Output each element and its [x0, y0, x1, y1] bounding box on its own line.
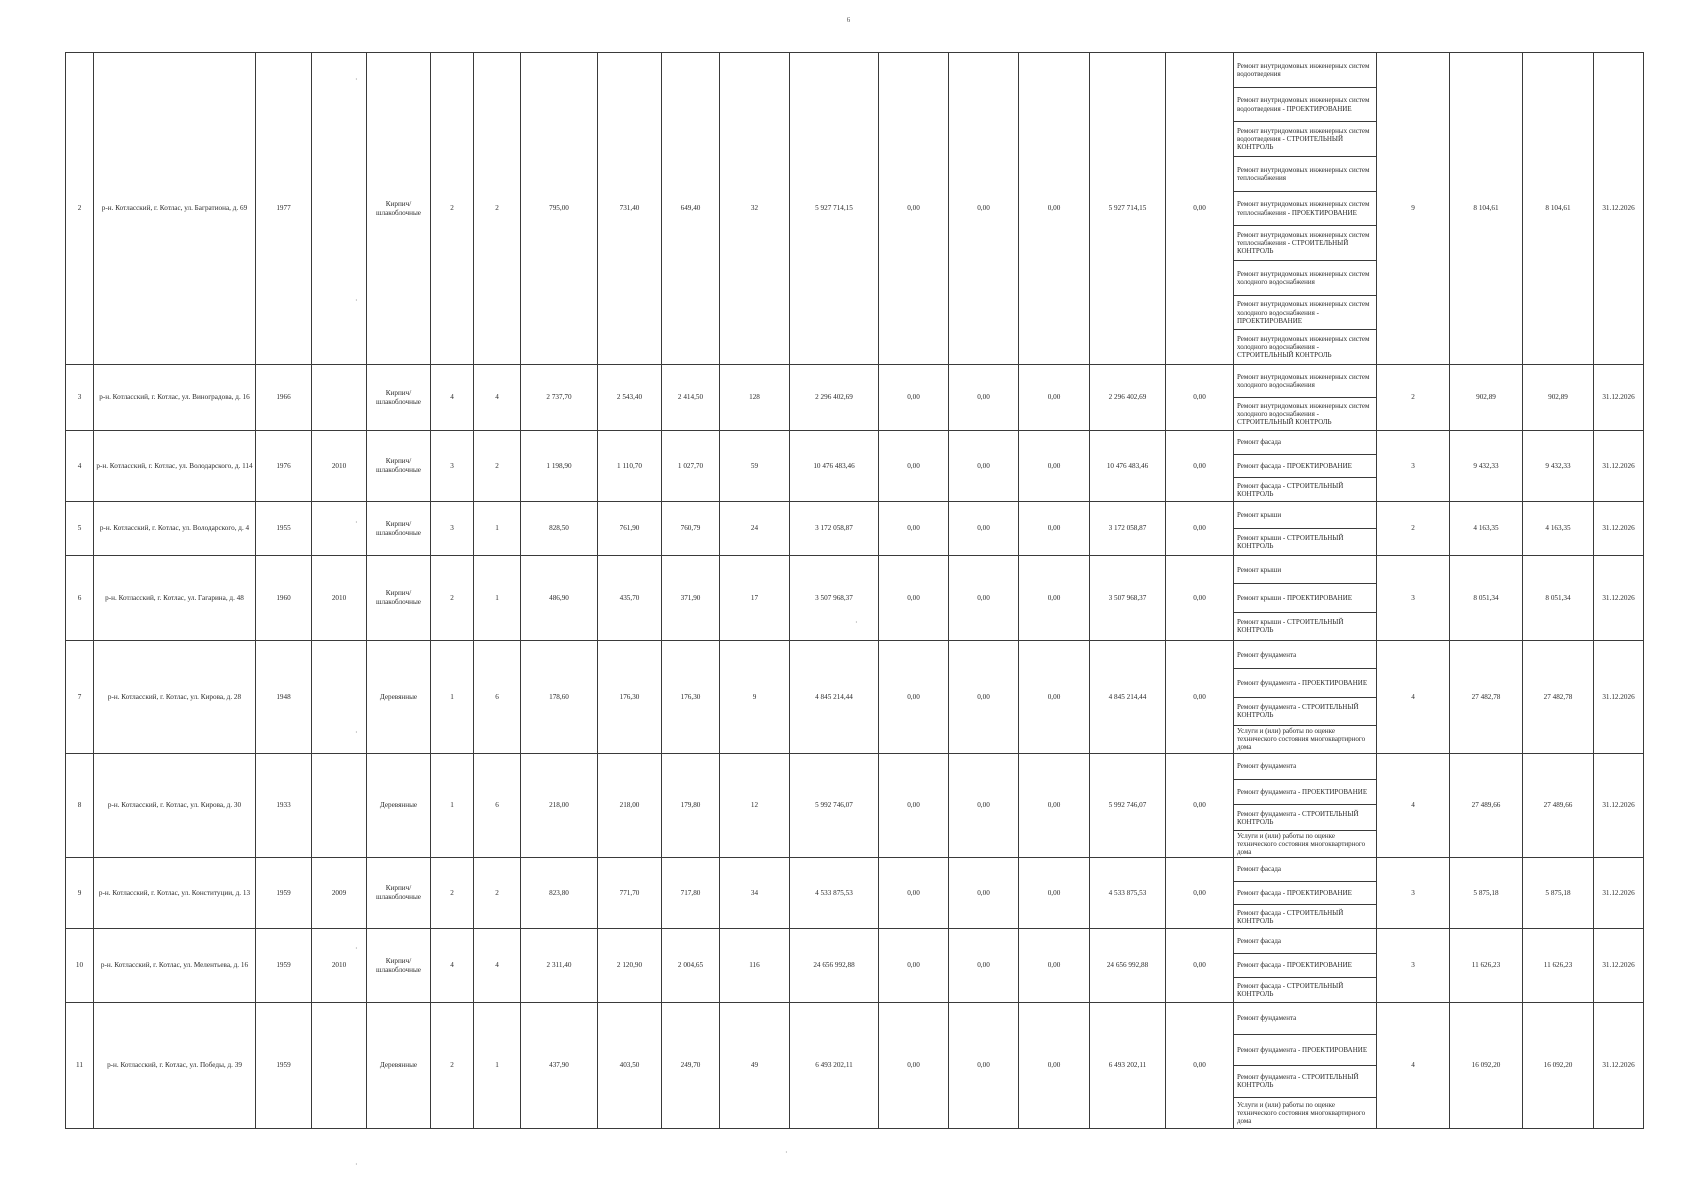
total-cost-cell: 4 533 875,53	[790, 858, 879, 929]
scan-mark: ·	[855, 618, 858, 627]
total-cost-cell: 4 845 214,44	[790, 641, 879, 754]
works-count-cell: 2	[1377, 365, 1450, 431]
residents-cell: 17	[720, 556, 790, 641]
scan-mark: ·	[355, 1160, 358, 1169]
floors-cell: 2	[431, 1003, 474, 1129]
works-count-cell: 4	[1377, 641, 1450, 754]
total-area-cell: 795,00	[521, 53, 598, 365]
address-cell: р-н. Котласский, г. Котлас, ул. Володарского, д. 4	[94, 502, 256, 556]
premises-area-cell: 403,50	[598, 1003, 662, 1129]
residential-area-cell: 2 414,50	[662, 365, 720, 431]
year-built-cell: 1959	[256, 929, 312, 1003]
work-item: Ремонт внутридомовых инженерных систем теплоснабжения - ПРОЕКТИРОВАНИЕ	[1234, 192, 1376, 227]
wall-material-cell: Кирпич/ шлакоблочные	[367, 556, 431, 641]
year-renovated-cell	[312, 365, 367, 431]
row-number-cell: 4	[66, 431, 94, 502]
premises-area-cell: 435,70	[598, 556, 662, 641]
work-item: Ремонт фасада - ПРОЕКТИРОВАНИЕ	[1234, 882, 1376, 906]
year-built-cell: 1955	[256, 502, 312, 556]
table-row	[66, 929, 1644, 1003]
work-item: Ремонт внутридомовых инженерных систем холодного водоснабжения - СТРОИТЕЛЬНЫЙ КОНТРОЛЬ	[1237, 335, 1370, 360]
wall-material-cell: Кирпич/ шлакоблочные	[367, 53, 431, 365]
total-cost-cell: 5 992 746,07	[790, 754, 879, 858]
unit-cost-cell: 27 489,66	[1450, 754, 1523, 858]
wall-material-cell: Кирпич/ шлакоблочные	[367, 502, 431, 556]
total-area-cell: 1 198,90	[521, 431, 598, 502]
floors-cell: 3	[431, 502, 474, 556]
work-item: Ремонт фундамента - СТРОИТЕЛЬНЫЙ КОНТРОЛЬ	[1234, 698, 1376, 726]
year-built-cell: 1959	[256, 1003, 312, 1129]
federal-fund-cell: 0,00	[879, 641, 949, 754]
premises-area-cell: 771,70	[598, 858, 662, 929]
address-cell: р-н. Котласский, г. Котлас, ул. Кирова, д. 30	[94, 754, 256, 858]
row-number-cell: 8	[66, 754, 94, 858]
work-item: Ремонт фундамента - ПРОЕКТИРОВАНИЕ	[1234, 780, 1376, 806]
other-fund-cell: 0,00	[1166, 929, 1234, 1003]
other-fund-cell: 0,00	[1166, 1003, 1234, 1129]
owners-fund-cell: 2 296 402,69	[1090, 365, 1166, 431]
year-built-cell: 1977	[256, 53, 312, 365]
works-list	[1234, 858, 1376, 928]
year-renovated-cell	[312, 502, 367, 556]
wall-material-cell: Кирпич/ шлакоблочные	[367, 365, 431, 431]
works-list-cell	[1234, 858, 1377, 929]
work-item: Ремонт фундамента - ПРОЕКТИРОВАНИЕ	[1234, 669, 1376, 697]
scan-mark: ·	[355, 75, 358, 84]
residential-area-cell: 2 004,65	[662, 929, 720, 1003]
address-cell: р-н. Котласский, г. Котлас, ул. Кирова, д. 28	[94, 641, 256, 754]
residential-area-cell: 176,30	[662, 641, 720, 754]
federal-fund-cell: 0,00	[879, 858, 949, 929]
total-area-cell: 2 737,70	[521, 365, 598, 431]
owners-fund-cell: 3 507 968,37	[1090, 556, 1166, 641]
works-list	[1234, 556, 1376, 640]
premises-area-cell: 761,90	[598, 502, 662, 556]
residential-area-cell: 371,90	[662, 556, 720, 641]
work-item: Ремонт внутридомовых инженерных систем холодного водоснабжения - ПРОЕКТИРОВАНИЕ	[1234, 296, 1376, 331]
works-list	[1234, 431, 1376, 501]
work-item: Ремонт фасада - СТРОИТЕЛЬНЫЙ КОНТРОЛЬ	[1237, 908, 1344, 925]
residents-cell: 32	[720, 53, 790, 365]
works-list	[1234, 53, 1376, 364]
unit-cost-cell: 11 626,23	[1450, 929, 1523, 1003]
regional-fund-cell: 0,00	[949, 556, 1019, 641]
work-item: Ремонт внутридомовых инженерных систем водоотведения	[1234, 53, 1376, 88]
work-item: Ремонт фундамента - СТРОИТЕЛЬНЫЙ КОНТРОЛЬ	[1234, 1066, 1376, 1098]
other-fund-cell: 0,00	[1166, 365, 1234, 431]
federal-fund-cell: 0,00	[879, 929, 949, 1003]
other-fund-cell: 0,00	[1166, 502, 1234, 556]
max-unit-cost-cell: 9 432,33	[1523, 431, 1594, 502]
row-number-cell: 3	[66, 365, 94, 431]
work-item: Ремонт фундамента - СТРОИТЕЛЬНЫЙ КОНТРОЛЬ	[1234, 805, 1376, 831]
premises-area-cell: 1 110,70	[598, 431, 662, 502]
unit-cost-cell: 5 875,18	[1450, 858, 1523, 929]
residents-cell: 12	[720, 754, 790, 858]
works-count-cell: 3	[1377, 556, 1450, 641]
works-list	[1234, 1003, 1376, 1128]
deadline-cell: 31.12.2026	[1594, 1003, 1644, 1129]
max-unit-cost-cell: 902,89	[1523, 365, 1594, 431]
deadline-cell: 31.12.2026	[1594, 556, 1644, 641]
local-fund-cell: 0,00	[1019, 1003, 1090, 1129]
total-area-cell: 486,90	[521, 556, 598, 641]
year-built-cell: 1960	[256, 556, 312, 641]
wall-material-cell: Деревянные	[367, 754, 431, 858]
entrances-cell: 4	[474, 365, 521, 431]
total-area-cell: 2 311,40	[521, 929, 598, 1003]
row-number-cell: 7	[66, 641, 94, 754]
owners-fund-cell: 5 992 746,07	[1090, 754, 1166, 858]
premises-area-cell: 731,40	[598, 53, 662, 365]
work-item: Ремонт фундамента - ПРОЕКТИРОВАНИЕ	[1234, 1035, 1376, 1067]
premises-area-cell: 2 120,90	[598, 929, 662, 1003]
residents-cell: 128	[720, 365, 790, 431]
row-number-cell: 5	[66, 502, 94, 556]
regional-fund-cell: 0,00	[949, 431, 1019, 502]
year-renovated-cell	[312, 1003, 367, 1129]
scan-mark: ·	[355, 296, 358, 305]
row-number-cell: 6	[66, 556, 94, 641]
local-fund-cell: 0,00	[1019, 641, 1090, 754]
entrances-cell: 2	[474, 858, 521, 929]
work-item: Услуги и (или) работы по оценке технического состояния многоквартирного дома	[1237, 831, 1366, 856]
works-list-cell	[1234, 431, 1377, 502]
table-body	[66, 53, 1644, 1129]
works-count-cell: 4	[1377, 754, 1450, 858]
residential-area-cell: 760,79	[662, 502, 720, 556]
unit-cost-cell: 8 104,61	[1450, 53, 1523, 365]
entrances-cell: 4	[474, 929, 521, 1003]
work-item: Ремонт внутридомовых инженерных систем холодного водоснабжения	[1234, 261, 1376, 296]
deadline-cell: 31.12.2026	[1594, 929, 1644, 1003]
works-list-cell	[1234, 556, 1377, 641]
max-unit-cost-cell: 5 875,18	[1523, 858, 1594, 929]
year-built-cell: 1948	[256, 641, 312, 754]
local-fund-cell: 0,00	[1019, 858, 1090, 929]
year-built-cell: 1933	[256, 754, 312, 858]
federal-fund-cell: 0,00	[879, 365, 949, 431]
entrances-cell: 1	[474, 556, 521, 641]
floors-cell: 2	[431, 858, 474, 929]
regional-fund-cell: 0,00	[949, 1003, 1019, 1129]
works-count-cell: 3	[1377, 431, 1450, 502]
works-list-cell	[1234, 1003, 1377, 1129]
year-renovated-cell: 2010	[312, 929, 367, 1003]
work-item: Ремонт внутридомовых инженерных систем теплоснабжения	[1234, 157, 1376, 192]
residents-cell: 116	[720, 929, 790, 1003]
deadline-cell: 31.12.2026	[1594, 754, 1644, 858]
owners-fund-cell: 6 493 202,11	[1090, 1003, 1166, 1129]
works-count-cell: 3	[1377, 858, 1450, 929]
address-cell: р-н. Котласский, г. Котлас, ул. Виноградова, д. 16	[94, 365, 256, 431]
work-item: Ремонт фундамента	[1234, 1003, 1376, 1035]
table-row	[66, 556, 1644, 641]
residents-cell: 49	[720, 1003, 790, 1129]
repair-register-table	[65, 52, 1644, 1129]
page-number: 6	[846, 16, 851, 24]
max-unit-cost-cell: 11 626,23	[1523, 929, 1594, 1003]
other-fund-cell: 0,00	[1166, 754, 1234, 858]
scan-mark: ·	[355, 518, 358, 527]
total-area-cell: 218,00	[521, 754, 598, 858]
wall-material-cell: Кирпич/ шлакоблочные	[367, 929, 431, 1003]
year-renovated-cell: 2010	[312, 431, 367, 502]
row-number-cell: 11	[66, 1003, 94, 1129]
address-cell: р-н. Котласский, г. Котлас, ул. Багратиона, д. 69	[94, 53, 256, 365]
work-item: Ремонт крыши - СТРОИТЕЛЬНЫЙ КОНТРОЛЬ	[1237, 618, 1344, 635]
premises-area-cell: 176,30	[598, 641, 662, 754]
works-list	[1234, 754, 1376, 857]
deadline-cell: 31.12.2026	[1594, 502, 1644, 556]
address-cell: р-н. Котласский, г. Котлас, ул. Победы, д. 39	[94, 1003, 256, 1129]
table-row	[66, 431, 1644, 502]
other-fund-cell: 0,00	[1166, 556, 1234, 641]
year-renovated-cell	[312, 641, 367, 754]
year-renovated-cell	[312, 754, 367, 858]
entrances-cell: 2	[474, 431, 521, 502]
work-item: Ремонт фасада - СТРОИТЕЛЬНЫЙ КОНТРОЛЬ	[1237, 982, 1344, 999]
regional-fund-cell: 0,00	[949, 502, 1019, 556]
works-list	[1234, 365, 1376, 430]
work-item: Ремонт внутридомовых инженерных систем холодного водоснабжения - СТРОИТЕЛЬНЫЙ КОНТРОЛЬ	[1237, 401, 1370, 427]
entrances-cell: 1	[474, 1003, 521, 1129]
regional-fund-cell: 0,00	[949, 929, 1019, 1003]
wall-material-cell: Кирпич/ шлакоблочные	[367, 431, 431, 502]
deadline-cell: 31.12.2026	[1594, 641, 1644, 754]
wall-material-cell: Деревянные	[367, 1003, 431, 1129]
max-unit-cost-cell: 16 092,20	[1523, 1003, 1594, 1129]
entrances-cell: 6	[474, 754, 521, 858]
year-built-cell: 1966	[256, 365, 312, 431]
deadline-cell: 31.12.2026	[1594, 431, 1644, 502]
address-cell: р-н. Котласский, г. Котлас, ул. Гагарина, д. 48	[94, 556, 256, 641]
floors-cell: 2	[431, 556, 474, 641]
table-row	[66, 365, 1644, 431]
works-list-cell	[1234, 365, 1377, 431]
year-built-cell: 1959	[256, 858, 312, 929]
year-built-cell: 1976	[256, 431, 312, 502]
work-item: Ремонт внутридомовых инженерных систем водоотведения - СТРОИТЕЛЬНЫЙ КОНТРОЛЬ	[1234, 122, 1376, 157]
year-renovated-cell: 2010	[312, 556, 367, 641]
owners-fund-cell: 4 845 214,44	[1090, 641, 1166, 754]
works-count-cell: 3	[1377, 929, 1450, 1003]
table-row	[66, 754, 1644, 858]
deadline-cell: 31.12.2026	[1594, 53, 1644, 365]
work-item: Ремонт фасада	[1234, 431, 1376, 455]
row-number-cell: 9	[66, 858, 94, 929]
owners-fund-cell: 24 656 992,88	[1090, 929, 1166, 1003]
works-list	[1234, 641, 1376, 753]
year-renovated-cell: 2009	[312, 858, 367, 929]
premises-area-cell: 218,00	[598, 754, 662, 858]
residential-area-cell: 717,80	[662, 858, 720, 929]
local-fund-cell: 0,00	[1019, 53, 1090, 365]
residential-area-cell: 649,40	[662, 53, 720, 365]
owners-fund-cell: 3 172 058,87	[1090, 502, 1166, 556]
residential-area-cell: 1 027,70	[662, 431, 720, 502]
total-cost-cell: 5 927 714,15	[790, 53, 879, 365]
works-list	[1234, 929, 1376, 1002]
residential-area-cell: 249,70	[662, 1003, 720, 1129]
work-item: Ремонт фундамента	[1234, 754, 1376, 780]
entrances-cell: 1	[474, 502, 521, 556]
max-unit-cost-cell: 27 482,78	[1523, 641, 1594, 754]
regional-fund-cell: 0,00	[949, 754, 1019, 858]
work-item: Ремонт фасада - СТРОИТЕЛЬНЫЙ КОНТРОЛЬ	[1237, 481, 1344, 498]
owners-fund-cell: 4 533 875,53	[1090, 858, 1166, 929]
work-item: Ремонт крыши - СТРОИТЕЛЬНЫЙ КОНТРОЛЬ	[1237, 533, 1344, 550]
local-fund-cell: 0,00	[1019, 556, 1090, 641]
local-fund-cell: 0,00	[1019, 754, 1090, 858]
floors-cell: 1	[431, 641, 474, 754]
work-item: Ремонт крыши - ПРОЕКТИРОВАНИЕ	[1234, 584, 1376, 612]
federal-fund-cell: 0,00	[879, 502, 949, 556]
unit-cost-cell: 4 163,35	[1450, 502, 1523, 556]
table-row	[66, 858, 1644, 929]
work-item: Ремонт внутридомовых инженерных систем водоотведения - ПРОЕКТИРОВАНИЕ	[1234, 88, 1376, 123]
work-item: Ремонт фасада	[1234, 929, 1376, 954]
floors-cell: 3	[431, 431, 474, 502]
work-item: Ремонт крыши	[1234, 556, 1376, 584]
local-fund-cell: 0,00	[1019, 502, 1090, 556]
work-item: Ремонт внутридомовых инженерных систем теплоснабжения - СТРОИТЕЛЬНЫЙ КОНТРОЛЬ	[1234, 226, 1376, 261]
entrances-cell: 6	[474, 641, 521, 754]
max-unit-cost-cell: 8 051,34	[1523, 556, 1594, 641]
works-list-cell	[1234, 53, 1377, 365]
local-fund-cell: 0,00	[1019, 929, 1090, 1003]
max-unit-cost-cell: 8 104,61	[1523, 53, 1594, 365]
works-list	[1234, 502, 1376, 555]
total-area-cell: 823,80	[521, 858, 598, 929]
floors-cell: 4	[431, 929, 474, 1003]
owners-fund-cell: 10 476 483,46	[1090, 431, 1166, 502]
total-cost-cell: 24 656 992,88	[790, 929, 879, 1003]
floors-cell: 2	[431, 53, 474, 365]
work-item: Ремонт фасада - ПРОЕКТИРОВАНИЕ	[1234, 455, 1376, 479]
work-item: Ремонт внутридомовых инженерных систем холодного водоснабжения	[1234, 365, 1376, 398]
unit-cost-cell: 27 482,78	[1450, 641, 1523, 754]
total-cost-cell: 3 172 058,87	[790, 502, 879, 556]
regional-fund-cell: 0,00	[949, 641, 1019, 754]
max-unit-cost-cell: 27 489,66	[1523, 754, 1594, 858]
floors-cell: 4	[431, 365, 474, 431]
regional-fund-cell: 0,00	[949, 858, 1019, 929]
works-count-cell: 9	[1377, 53, 1450, 365]
work-item: Ремонт фасада - ПРОЕКТИРОВАНИЕ	[1234, 954, 1376, 979]
work-item: Услуги и (или) работы по оценке технического состояния многоквартирного дома	[1237, 1100, 1366, 1125]
address-cell: р-н. Котласский, г. Котлас, ул. Мелентьева, д. 16	[94, 929, 256, 1003]
unit-cost-cell: 9 432,33	[1450, 431, 1523, 502]
residents-cell: 59	[720, 431, 790, 502]
works-list-cell	[1234, 502, 1377, 556]
regional-fund-cell: 0,00	[949, 53, 1019, 365]
work-item: Услуги и (или) работы по оценке технического состояния многоквартирного дома	[1237, 727, 1366, 752]
scan-mark: ·	[355, 728, 358, 737]
federal-fund-cell: 0,00	[879, 53, 949, 365]
total-area-cell: 178,60	[521, 641, 598, 754]
unit-cost-cell: 902,89	[1450, 365, 1523, 431]
deadline-cell: 31.12.2026	[1594, 858, 1644, 929]
work-item: Ремонт крыши	[1234, 502, 1376, 529]
federal-fund-cell: 0,00	[879, 556, 949, 641]
federal-fund-cell: 0,00	[879, 754, 949, 858]
other-fund-cell: 0,00	[1166, 53, 1234, 365]
deadline-cell: 31.12.2026	[1594, 365, 1644, 431]
year-renovated-cell	[312, 53, 367, 365]
total-cost-cell: 6 493 202,11	[790, 1003, 879, 1129]
works-list-cell	[1234, 929, 1377, 1003]
work-item: Ремонт фундамента	[1234, 641, 1376, 669]
entrances-cell: 2	[474, 53, 521, 365]
local-fund-cell: 0,00	[1019, 365, 1090, 431]
residents-cell: 9	[720, 641, 790, 754]
residential-area-cell: 179,80	[662, 754, 720, 858]
owners-fund-cell: 5 927 714,15	[1090, 53, 1166, 365]
wall-material-cell: Деревянные	[367, 641, 431, 754]
row-number-cell: 2	[66, 53, 94, 365]
scan-mark: ·	[785, 1148, 788, 1157]
total-cost-cell: 2 296 402,69	[790, 365, 879, 431]
other-fund-cell: 0,00	[1166, 431, 1234, 502]
total-cost-cell: 3 507 968,37	[790, 556, 879, 641]
scan-mark: ·	[355, 944, 358, 953]
total-area-cell: 828,50	[521, 502, 598, 556]
residents-cell: 34	[720, 858, 790, 929]
table-row	[66, 641, 1644, 754]
table-row	[66, 502, 1644, 556]
address-cell: р-н. Котласский, г. Котлас, ул. Володарского, д. 114	[94, 431, 256, 502]
max-unit-cost-cell: 4 163,35	[1523, 502, 1594, 556]
federal-fund-cell: 0,00	[879, 431, 949, 502]
works-count-cell: 4	[1377, 1003, 1450, 1129]
work-item: Ремонт фасада	[1234, 858, 1376, 882]
unit-cost-cell: 8 051,34	[1450, 556, 1523, 641]
table-row	[66, 1003, 1644, 1129]
address-cell: р-н. Котласский, г. Котлас, ул. Конституции, д. 13	[94, 858, 256, 929]
works-count-cell: 2	[1377, 502, 1450, 556]
total-cost-cell: 10 476 483,46	[790, 431, 879, 502]
local-fund-cell: 0,00	[1019, 431, 1090, 502]
premises-area-cell: 2 543,40	[598, 365, 662, 431]
federal-fund-cell: 0,00	[879, 1003, 949, 1129]
residents-cell: 24	[720, 502, 790, 556]
unit-cost-cell: 16 092,20	[1450, 1003, 1523, 1129]
row-number-cell: 10	[66, 929, 94, 1003]
regional-fund-cell: 0,00	[949, 365, 1019, 431]
works-list-cell	[1234, 641, 1377, 754]
other-fund-cell: 0,00	[1166, 641, 1234, 754]
works-list-cell	[1234, 754, 1377, 858]
other-fund-cell: 0,00	[1166, 858, 1234, 929]
wall-material-cell: Кирпич/ шлакоблочные	[367, 858, 431, 929]
table-row	[66, 53, 1644, 365]
floors-cell: 1	[431, 754, 474, 858]
total-area-cell: 437,90	[521, 1003, 598, 1129]
